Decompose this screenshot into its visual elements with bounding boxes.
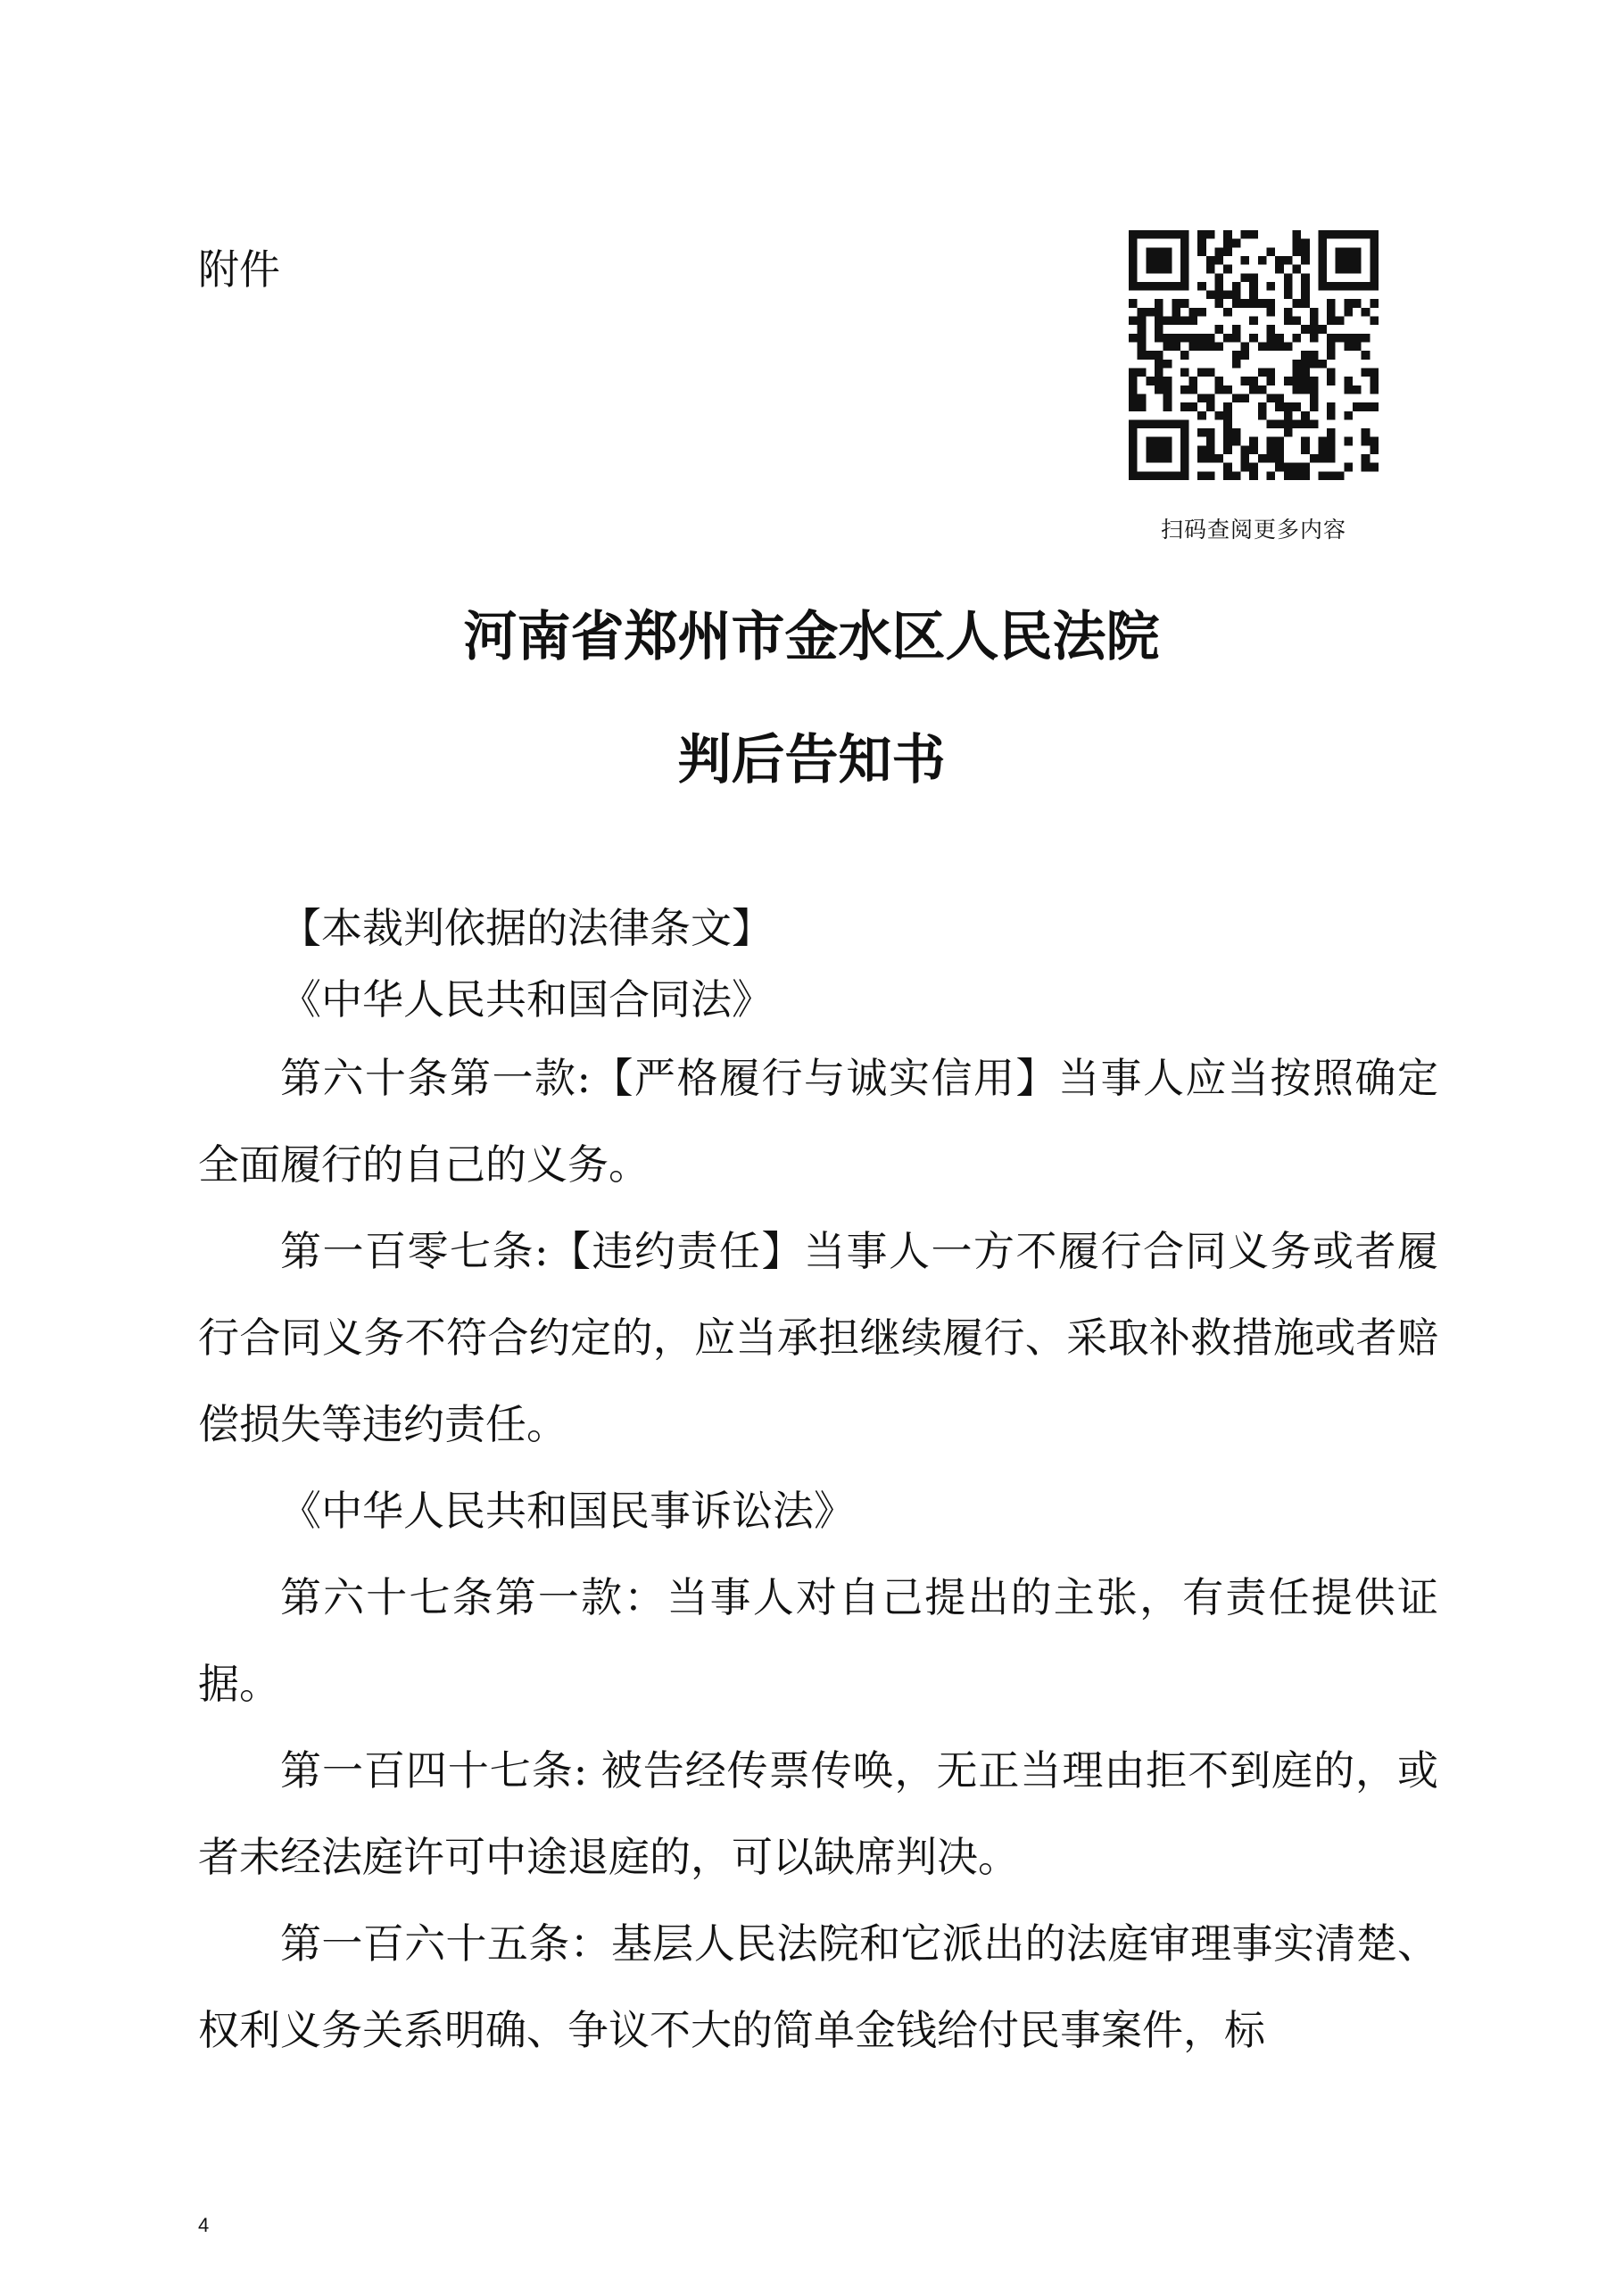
article-165: 第一百六十五条：基层人民法院和它派出的法庭审理事实清楚、权利义务关系明确、争议不大的简单金钱给付民事案件，标 bbox=[198, 1919, 1438, 2054]
document-title-court: 河南省郑州市金水区人民法院 bbox=[463, 606, 1160, 668]
document-title-notice: 判后告知书 bbox=[677, 729, 946, 792]
article-147: 第一百四十七条: 被告经传票传唤，无正当理由拒不到庭的，或者未经法庭许可中途退庭的，可以缺席判决。 bbox=[198, 1746, 1438, 1881]
article-67: 第六十七条第一款：当事人对自己提出的主张，有责任提供证据。 bbox=[198, 1573, 1438, 1708]
attachment-label: 附件 bbox=[198, 245, 280, 294]
article-60: 第六十条第一款:【严格履行与诚实信用】当事人应当按照确定全面履行的自己的义务。 bbox=[198, 1054, 1438, 1189]
section-heading: 【本裁判依据的法律条文】 bbox=[280, 904, 773, 952]
article-107: 第一百零七条:【违约责任】当事人一方不履行合同义务或者履行合同义务不符合约定的，应当承担继续履行、采取补救措施或者赔偿损失等违约责任。 bbox=[198, 1227, 1438, 1448]
page-number: 4 bbox=[198, 2214, 210, 2236]
document-body bbox=[198, 892, 1438, 2074]
law-title-contract: 《中华人民共和国合同法》 bbox=[280, 975, 773, 1024]
qr-caption: 扫码查阅更多内容 bbox=[1160, 517, 1346, 543]
qr-code-icon bbox=[1129, 230, 1379, 480]
law-title-civil-procedure: 《中华人民共和国民事诉讼法》 bbox=[280, 1487, 855, 1535]
